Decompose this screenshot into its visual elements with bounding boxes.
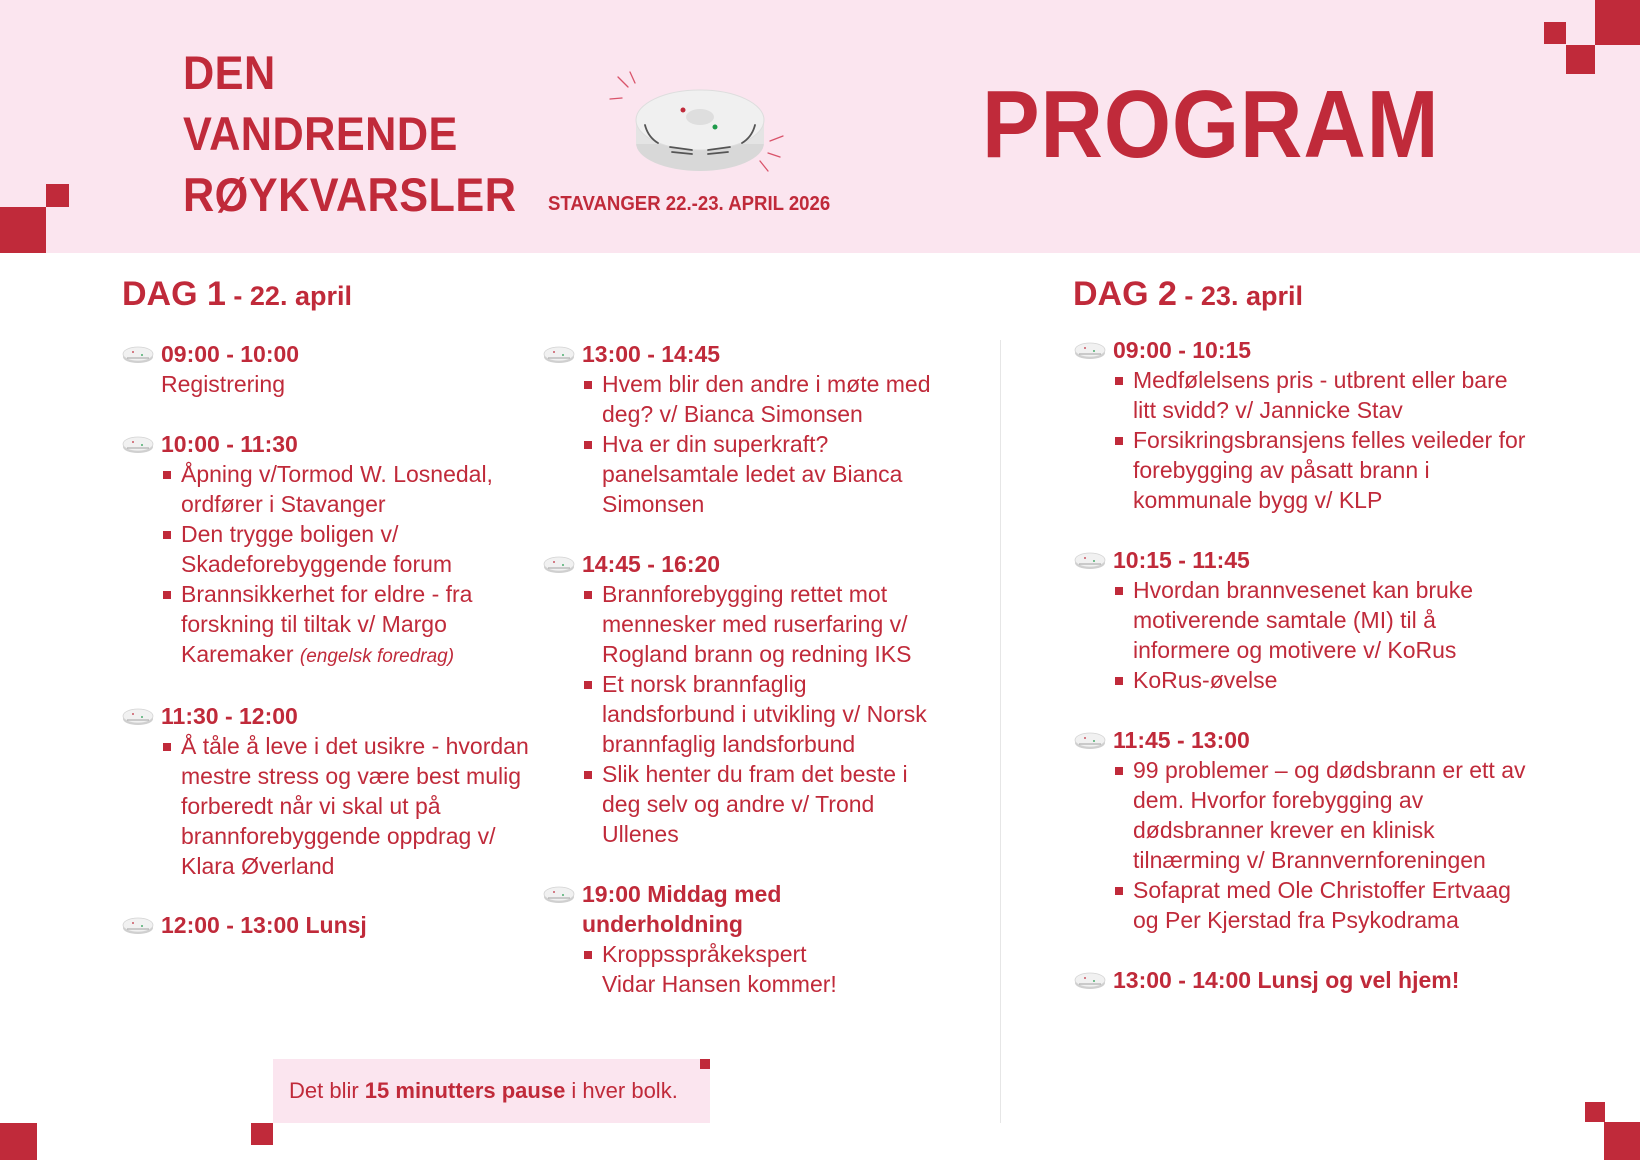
bullet-icon [584, 771, 592, 779]
day1-column-2 [542, 339, 942, 999]
smoke-detector-icon [121, 914, 155, 936]
program-item: KoRus-øvelse [1113, 665, 1533, 695]
program-item: Brannforebygging rettet mot mennesker med ruserfaring v/ Rogland brann og redning IKS [582, 579, 942, 669]
bullet-icon [163, 531, 171, 539]
smoke-detector-icon [1073, 969, 1107, 991]
smoke-detector-icon [1073, 549, 1107, 571]
program-item: Medfølelsens pris - utbrent eller bare litt svidd? v/ Jannicke Stav [1113, 365, 1533, 425]
schedule-slot [121, 701, 531, 881]
pause-suffix: i hver bolk. [565, 1078, 678, 1103]
smoke-detector-icon [121, 705, 155, 727]
program-item: Kroppsspråkekspert Vidar Hansen kommer! [582, 939, 842, 999]
slot-time: 19:00 Middag med underholdning [582, 881, 782, 937]
smoke-detector-icon [542, 883, 576, 905]
bullet-icon [584, 381, 592, 389]
day1-heading [122, 275, 352, 314]
bullet-icon [1115, 437, 1123, 445]
decor-square [46, 184, 69, 207]
language-note: (engelsk foredrag) [299, 646, 455, 667]
program-item: Et norsk brannfaglig landsforbund i utvikling v/ Norsk brannfaglig landsforbund [582, 669, 942, 759]
event-title [183, 42, 545, 225]
slot-time: 13:00 - 14:00 Lunsj og vel hjem! [1113, 967, 1460, 993]
schedule-slot [542, 549, 942, 849]
schedule-slot [121, 429, 531, 672]
smoke-detector-icon [1073, 729, 1107, 751]
day2-label: DAG 2 [1073, 275, 1177, 313]
decor-square [0, 1123, 37, 1160]
decor-square [1585, 1102, 1605, 1122]
bullet-icon [1115, 767, 1123, 775]
schedule-slot [1073, 545, 1533, 695]
pause-duration: 15 minutters pause [364, 1078, 566, 1103]
title-line-1: DEN [183, 46, 276, 99]
program-heading: PROGRAM [982, 71, 1440, 178]
program-item: Hvordan brannvesenet kan bruke motiverende samtale (MI) til å informere og motivere v/ KoRus [1113, 575, 1533, 665]
pause-note [273, 1059, 710, 1123]
schedule-slot [1073, 335, 1533, 515]
day2-column [1073, 335, 1533, 995]
program-item: Den trygge boligen v/ Skadeforebyggende forum [161, 519, 531, 579]
title-line-3: RØYKVARSLER [183, 168, 517, 221]
smoke-detector-icon [121, 433, 155, 455]
program-item: Hva er din superkraft? panelsamtale ledet av Bianca Simonsen [582, 429, 942, 519]
smoke-detector-icon [542, 343, 576, 365]
pause-prefix: Det blir [289, 1078, 365, 1103]
bullet-icon [163, 471, 171, 479]
day1-column-1 [121, 339, 531, 940]
smoke-detector-icon [1073, 339, 1107, 361]
decor-square [1604, 1122, 1640, 1160]
smoke-detector-icon [121, 343, 155, 365]
slot-time: 09:00 - 10:15 [1113, 337, 1252, 363]
slot-time: 13:00 - 14:45 [582, 341, 721, 367]
event-location-date: STAVANGER 22.-23. APRIL 2026 [548, 193, 831, 215]
column-divider [1000, 340, 1001, 1123]
program-item: Hvem blir den andre i møte med deg? v/ Bianca Simonsen [582, 369, 942, 429]
bullet-icon [584, 951, 592, 959]
program-item: Sofaprat med Ole Christoffer Ertvaag og Per Kjerstad fra Psykodrama [1113, 875, 1533, 935]
program-item: 99 problemer – og dødsbrann er ett av dem. Hvorfor forebygging av dødsbranner krever en klinisk tilnærming v/ Brannvernforeningen [1113, 755, 1533, 875]
slot-time: 10:00 - 11:30 [161, 431, 298, 457]
smoke-detector-icon [600, 65, 800, 185]
slot-time: 12:00 - 13:00 Lunsj [161, 912, 367, 938]
program-item: Å tåle å leve i det usikre - hvordan mestre stress og være best mulig forberedt når vi skal ut på brannforebyggende oppdrag v/ Klara Øverland [161, 731, 531, 881]
program-item: Forsikringsbransjens felles veileder for forebygging av påsatt brann i kommunale bygg v/ KLP [1113, 425, 1533, 515]
schedule-slot [542, 339, 942, 519]
program-item: Slik henter du fram det beste i deg selv og andre v/ Trond Ullenes [582, 759, 942, 849]
slot-time: 11:45 - 13:00 [1113, 727, 1250, 753]
decor-square [0, 207, 46, 253]
bullet-icon [1115, 677, 1123, 685]
bullet-icon [584, 441, 592, 449]
program-item: Brannsikkerhet for eldre - fra forskning til tiltak v/ Margo Karemaker (engelsk foredrag) [161, 579, 531, 672]
bullet-icon [163, 591, 171, 599]
slot-description: Registrering [161, 371, 285, 397]
schedule-slot [121, 910, 531, 940]
day1-label: DAG 1 [122, 275, 226, 313]
slot-time: 10:15 - 11:45 [1113, 547, 1250, 573]
day2-heading [1073, 275, 1303, 314]
slot-time: 14:45 - 16:20 [582, 551, 721, 577]
schedule-slot [1073, 725, 1533, 935]
slot-time: 09:00 - 10:00 [161, 341, 300, 367]
bullet-icon [1115, 587, 1123, 595]
day2-date: - 23. april [1176, 281, 1303, 311]
decor-square [251, 1123, 273, 1145]
slot-time: 11:30 - 12:00 [161, 703, 298, 729]
decor-square [1544, 22, 1566, 44]
bullet-icon [1115, 377, 1123, 385]
decor-square [700, 1059, 710, 1069]
smoke-detector-icon [542, 553, 576, 575]
program-item: Åpning v/Tormod W. Losnedal, ordfører i Stavanger [161, 459, 531, 519]
schedule-slot [1073, 965, 1533, 995]
title-line-2: VANDRENDE [183, 107, 458, 160]
bullet-icon [584, 591, 592, 599]
day1-date: - 22. april [225, 281, 352, 311]
bullet-icon [163, 743, 171, 751]
bullet-icon [1115, 887, 1123, 895]
decor-square [1595, 0, 1640, 45]
schedule-slot [121, 339, 531, 399]
schedule-slot [542, 879, 942, 999]
bullet-icon [584, 681, 592, 689]
decor-square [1566, 45, 1595, 74]
header-banner [0, 0, 1640, 253]
